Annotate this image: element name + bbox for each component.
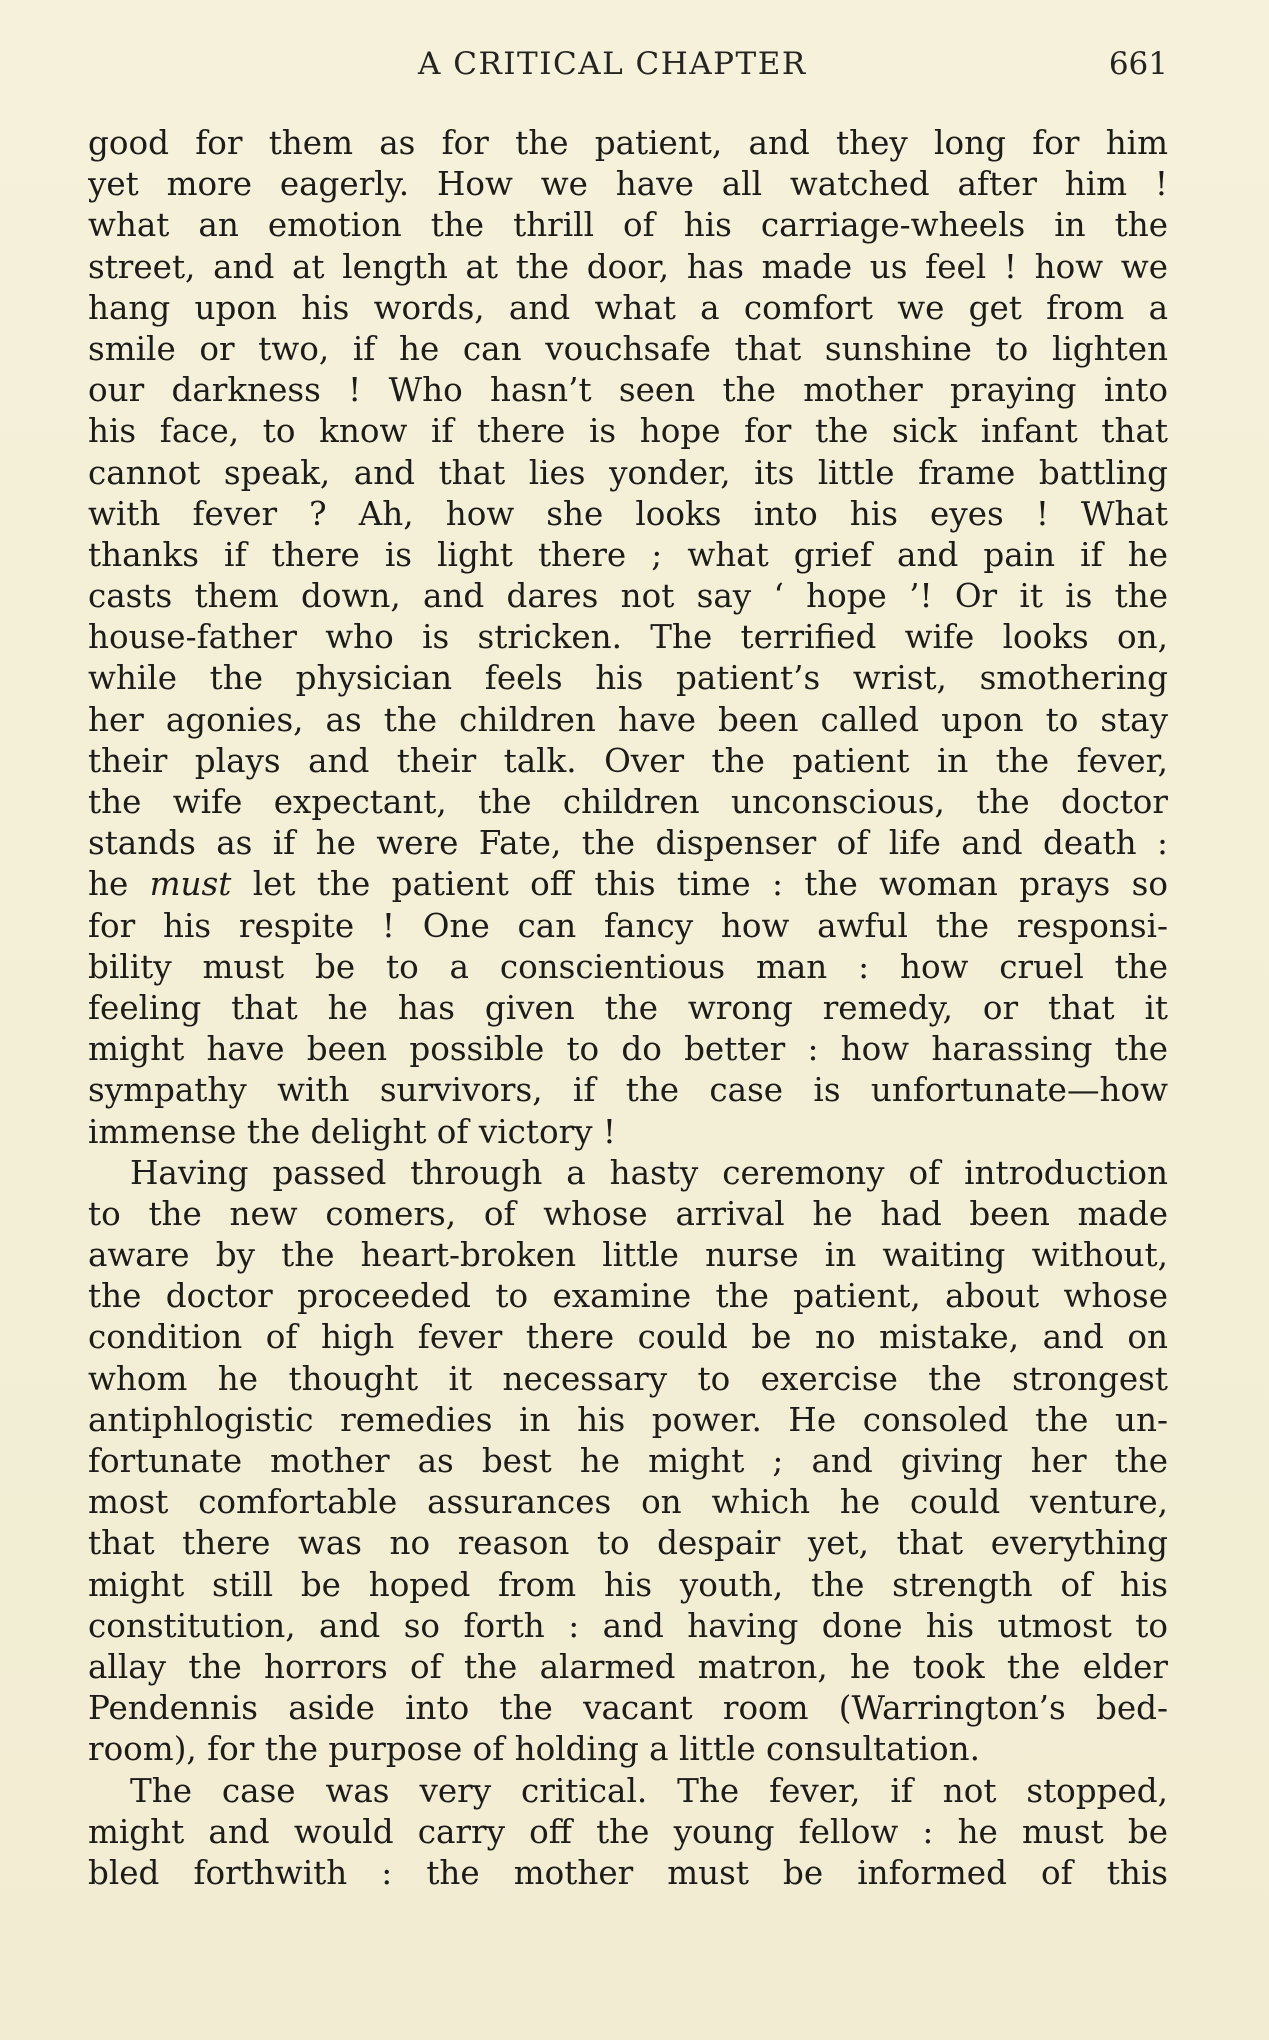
- text-line: to the new comers, of whose arrival he had been made: [88, 1194, 1168, 1233]
- text-line: that there was no reason to despair yet, that everything: [88, 1524, 1168, 1563]
- text-line: most comfortable assurances on which he could venture,: [88, 1483, 1168, 1522]
- paragraph-end-line: room), for the purpose of holding a little consultation.: [88, 1730, 980, 1769]
- text-line: while the physician feels his patient’s wrist, smothering: [88, 659, 1168, 698]
- text-line: stands as if he were Fate, the dispenser of life and death :: [88, 824, 1168, 863]
- text-line: his face, to know if there is hope for the sick infant that: [88, 412, 1168, 451]
- text-line: good for them as for the patient, and they long for him: [88, 124, 1168, 162]
- text-line: allay the horrors of the alarmed matron, he took the elder: [88, 1647, 1168, 1686]
- running-title: A CRITICAL CHAPTER: [418, 46, 807, 82]
- paragraph-end-line: immense the delight of victory !: [88, 1112, 617, 1151]
- text-line: aware by the heart-broken little nurse in waiting without,: [88, 1236, 1168, 1275]
- text-line: their plays and their talk. Over the patient in the fever,: [88, 741, 1168, 780]
- text-line: her agonies, as the children have been called upon to stay: [88, 700, 1168, 739]
- text-line: the doctor proceeded to examine the patient, about whose: [88, 1277, 1168, 1316]
- paragraph-start-line: Having passed through a hasty ceremony of introduction: [130, 1153, 1168, 1192]
- text-line: whom he thought it necessary to exercise the strongest: [88, 1359, 1168, 1398]
- text-line: thanks if there is light there ; what grief and pain if he: [88, 535, 1168, 574]
- italic-word: must: [149, 865, 232, 904]
- text-line: might and would carry off the young fellow : he must be: [88, 1812, 1168, 1851]
- text-line: for his respite ! One can fancy how awful the responsi-: [88, 906, 1168, 945]
- text-line-with-italic: [88, 864, 1168, 905]
- text-line: bled forthwith : the mother must be informed of this: [88, 1853, 1168, 1892]
- text-line: might have been possible to do better : how harassing the: [88, 1030, 1168, 1069]
- text-line: house-father who is stricken. The terrified wife looks on,: [88, 618, 1168, 657]
- text-line: fortunate mother as best he might ; and giving her the: [88, 1442, 1168, 1480]
- text-line: bility must be to a conscientious man : how cruel the: [88, 947, 1168, 986]
- text-line: cannot speak, and that lies yonder, its little frame battling: [88, 453, 1168, 492]
- text-line: Pendennis aside into the vacant room (Warrington’s bed-: [88, 1689, 1168, 1728]
- text-line: sympathy with survivors, if the case is unfortunate—how: [88, 1071, 1168, 1110]
- text-line: hang upon his words, and what a comfort we get from a: [88, 288, 1168, 327]
- body-text: [88, 123, 1168, 1894]
- text-line: yet more eagerly. How we have all watched after him !: [88, 165, 1168, 204]
- text-line: might still be hoped from his youth, the strength of his: [88, 1565, 1168, 1604]
- line-suffix: let the patient off this time : the woman prays so: [231, 865, 1168, 904]
- text-line: the wife expectant, the children unconscious, the doctor: [88, 783, 1168, 821]
- running-head: [88, 46, 1168, 90]
- text-line: antiphlogistic remedies in his power. He consoled the un-: [88, 1400, 1168, 1439]
- text-line: constitution, and so forth : and having done his utmost to: [88, 1606, 1168, 1645]
- text-line: street, and at length at the door, has made us feel ! how we: [88, 247, 1168, 286]
- text-line: feeling that he has given the wrong remedy, or that it: [88, 988, 1168, 1027]
- text-line: casts them down, and dares not say ‘ hope ’! Or it is the: [88, 577, 1168, 616]
- page-number: 661: [1108, 46, 1168, 82]
- paragraph-start-line: The case was very critical. The fever, if not stopped,: [130, 1771, 1168, 1810]
- text-line: smile or two, if he can vouchsafe that sunshine to lighten: [88, 329, 1168, 368]
- text-line: with fever ? Ah, how she looks into his eyes ! What: [88, 494, 1168, 533]
- line-prefix: he: [88, 865, 150, 904]
- text-line: our darkness ! Who hasn’t seen the mother praying into: [88, 371, 1168, 410]
- text-line: condition of high fever there could be no mistake, and on: [88, 1318, 1168, 1357]
- text-line: what an emotion the thrill of his carriage-wheels in the: [88, 206, 1168, 245]
